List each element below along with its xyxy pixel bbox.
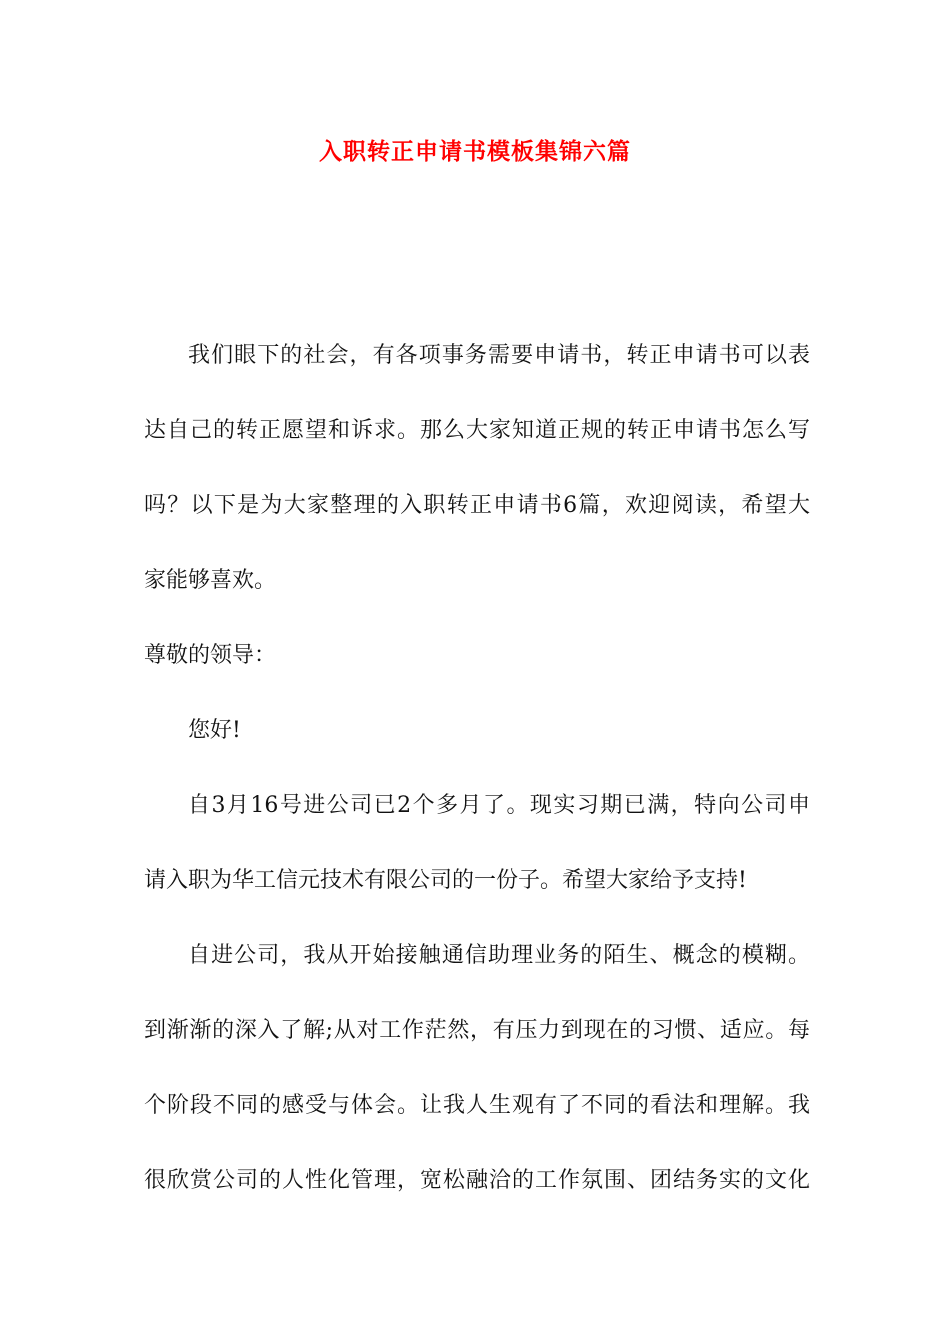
paragraph-line: 到渐渐的深入了解;从对工作茫然，有压力到现在的习惯、适应。每 xyxy=(144,1018,810,1043)
paragraph-line: 个阶段不同的感受与体会。让我人生观有了不同的看法和理解。我 xyxy=(144,1093,810,1118)
paragraph-experience xyxy=(144,918,810,1218)
greeting xyxy=(144,693,810,768)
paragraph-line: 自3月16号进公司已2个多月了。现实习期已满，特向公司申 xyxy=(188,793,810,818)
paragraph-application xyxy=(144,768,810,918)
paragraph-line: 自进公司，我从开始接触通信助理业务的陌生、概念的模糊。 xyxy=(188,943,810,968)
document-title: 入职转正申请书模板集锦六篇 xyxy=(319,138,631,165)
document-body xyxy=(144,318,810,1218)
salutation-line: 尊敬的领导： xyxy=(144,643,277,668)
paragraph-line: 吗？以下是为大家整理的入职转正申请书6篇，欢迎阅读，希望大 xyxy=(144,493,810,518)
paragraph-intro xyxy=(144,318,810,618)
paragraph-line: 很欣赏公司的人性化管理，宽松融洽的工作氛围、团结务实的文化 xyxy=(144,1168,810,1193)
paragraph-line: 家能够喜欢。 xyxy=(144,568,277,593)
paragraph-line: 请入职为华工信元技术有限公司的一份子。希望大家给予支持! xyxy=(144,868,747,893)
salutation xyxy=(144,618,810,693)
greeting-line: 您好! xyxy=(188,718,241,743)
paragraph-line: 达自己的转正愿望和诉求。那么大家知道正规的转正申请书怎么写 xyxy=(144,418,810,443)
paragraph-line: 我们眼下的社会，有各项事务需要申请书，转正申请书可以表 xyxy=(188,343,810,368)
